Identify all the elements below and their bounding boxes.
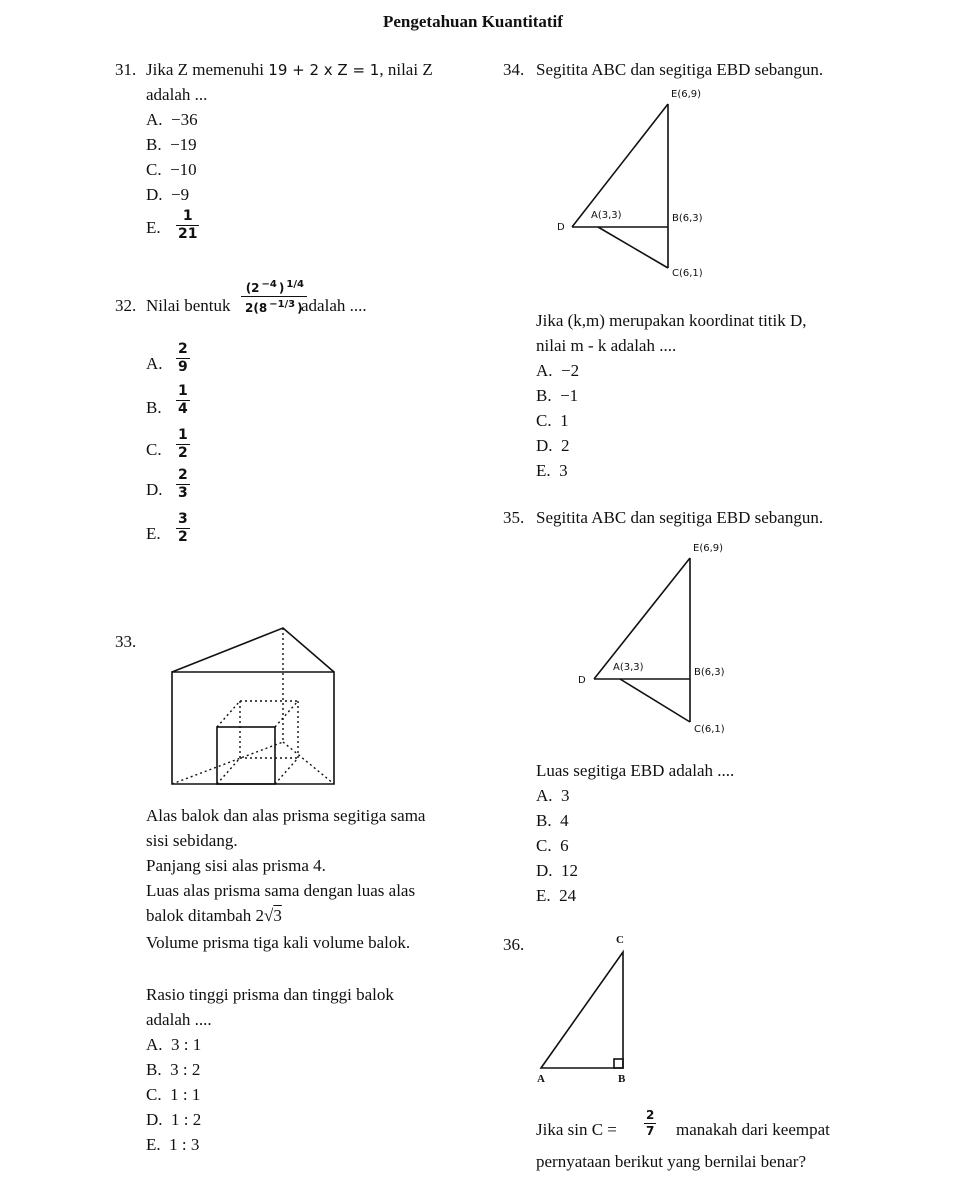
statement-1: Alas balok dan alas prisma segitiga sama [146,806,426,825]
edge-e-d [594,558,690,679]
option-d[interactable]: D. 12 [536,861,579,880]
question-stem: Rasio tinggi prisma dan tinggi balok [146,985,394,1004]
label-a: A(3,3) [591,210,622,221]
sin-fraction: 2 7 [646,1108,655,1138]
label-e: E(6,9) [693,543,724,554]
option-d-fraction[interactable]: 2 3 [178,467,188,501]
option-c-letter[interactable]: C. [146,440,162,459]
option-d[interactable]: D. 1 : 2 [146,1110,202,1129]
question-stem-cont-2: pernyataan berikut yang bernilai benar? [536,1152,806,1171]
question-stem-cont: adalah .... [301,296,367,315]
question-text-cont: nilai m - k adalah .... [536,336,677,355]
label-d: D [578,675,586,686]
statement-2: Panjang sisi alas prisma 4. [146,856,326,875]
label-c: C(6,1) [672,268,703,279]
question-text: Luas segitiga EBD adalah .... [536,761,735,780]
option-e-letter[interactable]: E. [146,218,161,237]
right-angle-marker [614,1059,623,1068]
question-text: Jika (k,m) merupakan koordinat titik D, [536,311,807,330]
question-number: 33. [115,632,137,651]
option-b-fraction[interactable]: 1 4 [178,383,188,417]
option-c[interactable]: C. 1 [536,411,569,430]
label-a: A [537,1073,545,1085]
box-front-face [217,727,275,784]
option-c[interactable]: C. 1 : 1 [146,1085,201,1104]
statement-3-cont: balok ditambah 2√3 [146,906,282,925]
label-c: C(6,1) [694,724,725,735]
option-a[interactable]: A. −36 [146,110,198,129]
equation: 19 + 2 x Z = 1 [268,61,380,79]
box-hidden-top-left [217,701,240,727]
option-c-fraction[interactable]: 1 2 [178,427,188,461]
question-number: 34. [503,60,525,79]
box-hidden-bottom-left [217,758,240,784]
question-stem: Nilai bentuk [146,296,231,315]
question-stem: Segitita ABC dan segitiga EBD sebangun. [536,60,824,79]
box-hidden-top-right [275,701,298,727]
triangle-abc [541,952,623,1068]
question-stem-cont: adalah .... [146,1010,212,1029]
option-c[interactable]: C. −10 [146,160,197,179]
label-a: A(3,3) [613,662,644,673]
option-a[interactable]: A. −2 [536,361,580,380]
label-b: B [618,1073,626,1085]
label-b: B(6,3) [694,667,725,678]
question-stem: Segitita ABC dan segitiga EBD sebangun. [536,508,824,527]
prism-front-face [172,672,334,784]
edge-e-d [572,104,668,227]
option-b[interactable]: B. 3 : 2 [146,1060,201,1079]
option-c[interactable]: C. 6 [536,836,569,855]
expression-fraction: (2 $^{-4}$ ) $^{1/4}$ 2(8 $^{-1/3}$ ) [241,278,307,315]
option-b-letter[interactable]: B. [146,398,162,417]
statement-4: Volume prisma tiga kali volume balok. [146,933,411,952]
option-e[interactable]: E. 24 [536,886,577,905]
option-e[interactable]: E. 3 [536,461,568,480]
option-d[interactable]: D. −9 [146,185,190,204]
edge-a-c [598,227,668,268]
option-a-letter[interactable]: A. [146,354,163,373]
statement-3: Luas alas prisma sama dengan luas alas [146,881,416,900]
question-stem: Jika Z memenuhi 19 + 2 x Z = 1, nilai Z [146,60,433,79]
prism-hidden-base-left [172,742,283,784]
option-a[interactable]: A. 3 : 1 [146,1035,202,1054]
option-e-letter[interactable]: E. [146,524,161,543]
option-a[interactable]: A. 3 [536,786,570,805]
label-d: D [557,222,565,233]
label-c: C [616,934,624,946]
label-e: E(6,9) [671,89,702,100]
edge-a-c [620,679,690,722]
question-number: 32. [115,296,137,315]
option-d[interactable]: D. 2 [536,436,570,455]
statement-1-cont: sisi sebidang. [146,831,238,850]
option-a-fraction[interactable]: 2 9 [178,341,188,375]
label-b: B(6,3) [672,213,703,224]
option-d-letter[interactable]: D. [146,480,163,499]
question-number: 36. [503,935,525,954]
question-stem-cont: adalah ... [146,85,208,104]
option-b[interactable]: B. −1 [536,386,579,405]
option-b[interactable]: B. 4 [536,811,569,830]
page-title: Pengetahuan Kuantitatif [383,12,563,31]
option-e-fraction[interactable]: 3 2 [178,511,188,545]
question-stem-cont: manakah dari keempat [676,1120,830,1139]
option-b[interactable]: B. −19 [146,135,197,154]
prism-top-edge [172,628,334,672]
option-e-fraction[interactable]: 1 21 [178,208,198,242]
question-stem: Jika sin C = [536,1120,617,1139]
question-number: 35. [503,508,525,527]
option-e[interactable]: E. 1 : 3 [146,1135,200,1154]
prism-hidden-base-right [283,742,334,784]
question-number: 31. [115,60,137,79]
box-hidden-bottom-right [275,758,298,784]
